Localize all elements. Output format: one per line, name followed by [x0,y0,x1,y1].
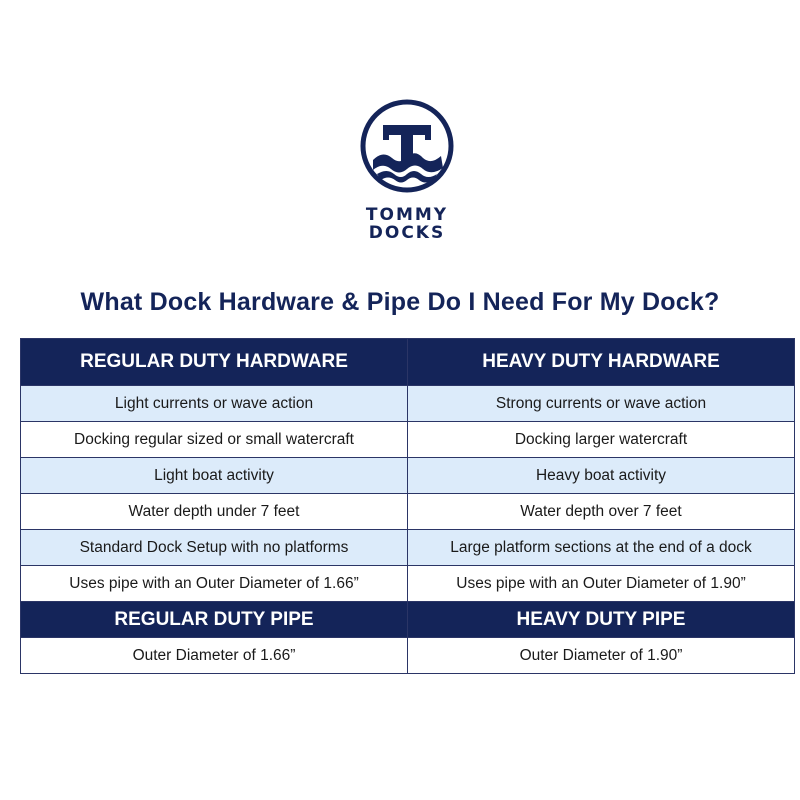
hardware-header-row [21,339,795,386]
heavy-duty-cell: Heavy boat activity [408,458,795,494]
brand-name-line-2: DOCKS [368,223,446,243]
heavy-duty-cell: Uses pipe with an Outer Diameter of 1.90” [408,566,795,602]
table-row [21,386,795,422]
hardware-pipe-comparison-table [20,338,795,674]
heavy-duty-cell: Docking larger watercraft [408,422,795,458]
regular-duty-cell: Standard Dock Setup with no platforms [21,530,408,566]
regular-duty-pipe-cell: Outer Diameter of 1.66” [21,638,408,674]
regular-duty-cell: Light boat activity [21,458,408,494]
heavy-duty-pipe-cell: Outer Diameter of 1.90” [408,638,795,674]
heavy-duty-cell: Water depth over 7 feet [408,494,795,530]
table-row [21,422,795,458]
regular-duty-cell: Light currents or wave action [21,386,408,422]
table-row [21,458,795,494]
table-row [21,566,795,602]
brand-name-line-1: TOMMY [365,205,449,225]
table-row [21,494,795,530]
table-row [21,638,795,674]
heavy-duty-pipe-header: HEAVY DUTY PIPE [408,602,795,638]
tommy-docks-logo-icon [359,98,455,194]
pipe-header-row [21,602,795,638]
heavy-duty-cell: Strong currents or wave action [408,386,795,422]
page-title: What Dock Hardware & Pipe Do I Need For My Dock? [80,288,720,316]
heavy-duty-cell: Large platform sections at the end of a dock [408,530,795,566]
regular-duty-cell: Uses pipe with an Outer Diameter of 1.66” [21,566,408,602]
regular-duty-hardware-header: REGULAR DUTY HARDWARE [21,339,408,386]
heavy-duty-hardware-header: HEAVY DUTY HARDWARE [408,339,795,386]
regular-duty-cell: Docking regular sized or small watercraft [21,422,408,458]
table-row [21,530,795,566]
regular-duty-cell: Water depth under 7 feet [21,494,408,530]
regular-duty-pipe-header: REGULAR DUTY PIPE [21,602,408,638]
